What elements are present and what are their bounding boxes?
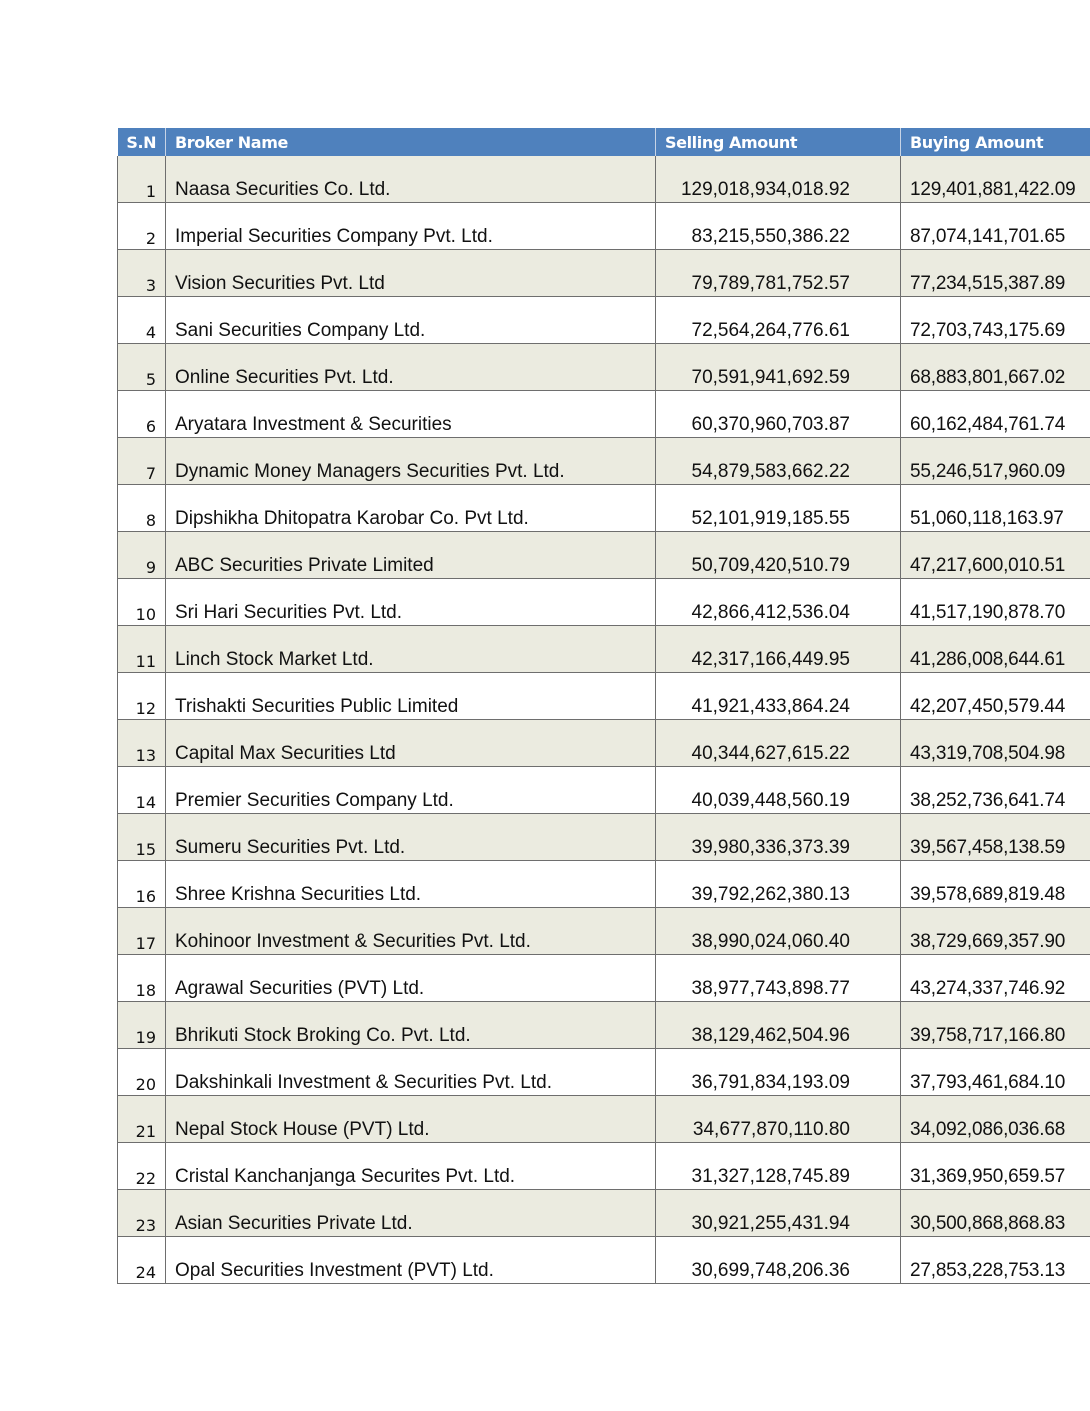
cell-buying-amount: 38,729,669,357.90 bbox=[901, 908, 1090, 955]
cell-selling-amount: 36,791,834,193.09 bbox=[656, 1049, 901, 1096]
table-row bbox=[118, 156, 1090, 203]
table-row bbox=[118, 908, 1090, 955]
cell-sn: 18 bbox=[118, 955, 166, 1002]
cell-sn: 3 bbox=[118, 250, 166, 297]
table-row bbox=[118, 955, 1090, 1002]
cell-buying-amount: 47,217,600,010.51 bbox=[901, 532, 1090, 579]
cell-buying-amount: 37,793,461,684.10 bbox=[901, 1049, 1090, 1096]
cell-sn: 13 bbox=[118, 720, 166, 767]
table-row bbox=[118, 1049, 1090, 1096]
cell-broker-name: Trishakti Securities Public Limited bbox=[166, 673, 656, 720]
broker-turnover-table bbox=[117, 128, 1090, 1284]
cell-broker-name: Nepal Stock House (PVT) Ltd. bbox=[166, 1096, 656, 1143]
cell-selling-amount: 40,039,448,560.19 bbox=[656, 767, 901, 814]
cell-sn: 7 bbox=[118, 438, 166, 485]
cell-sn: 21 bbox=[118, 1096, 166, 1143]
cell-selling-amount: 60,370,960,703.87 bbox=[656, 391, 901, 438]
cell-buying-amount: 129,401,881,422.09 bbox=[901, 156, 1090, 203]
table-row bbox=[118, 344, 1090, 391]
cell-broker-name: Agrawal Securities (PVT) Ltd. bbox=[166, 955, 656, 1002]
cell-broker-name: Capital Max Securities Ltd bbox=[166, 720, 656, 767]
cell-sn: 14 bbox=[118, 767, 166, 814]
table-row bbox=[118, 391, 1090, 438]
table-row bbox=[118, 297, 1090, 344]
cell-sn: 12 bbox=[118, 673, 166, 720]
cell-selling-amount: 41,921,433,864.24 bbox=[656, 673, 901, 720]
cell-sn: 6 bbox=[118, 391, 166, 438]
cell-selling-amount: 31,327,128,745.89 bbox=[656, 1143, 901, 1190]
cell-sn: 19 bbox=[118, 1002, 166, 1049]
cell-selling-amount: 30,699,748,206.36 bbox=[656, 1237, 901, 1284]
cell-buying-amount: 30,500,868,868.83 bbox=[901, 1190, 1090, 1237]
cell-buying-amount: 77,234,515,387.89 bbox=[901, 250, 1090, 297]
cell-selling-amount: 83,215,550,386.22 bbox=[656, 203, 901, 250]
table-row bbox=[118, 1237, 1090, 1284]
cell-sn: 17 bbox=[118, 908, 166, 955]
cell-broker-name: Sumeru Securities Pvt. Ltd. bbox=[166, 814, 656, 861]
cell-sn: 4 bbox=[118, 297, 166, 344]
cell-selling-amount: 34,677,870,110.80 bbox=[656, 1096, 901, 1143]
cell-broker-name: Dynamic Money Managers Securities Pvt. Ltd. bbox=[166, 438, 656, 485]
table-header bbox=[118, 128, 1090, 156]
cell-selling-amount: 38,129,462,504.96 bbox=[656, 1002, 901, 1049]
cell-buying-amount: 41,286,008,644.61 bbox=[901, 626, 1090, 673]
cell-broker-name: Bhrikuti Stock Broking Co. Pvt. Ltd. bbox=[166, 1002, 656, 1049]
table-row bbox=[118, 861, 1090, 908]
table-row bbox=[118, 532, 1090, 579]
cell-sn: 23 bbox=[118, 1190, 166, 1237]
table-row bbox=[118, 767, 1090, 814]
cell-selling-amount: 30,921,255,431.94 bbox=[656, 1190, 901, 1237]
header-buying-amount: Buying Amount bbox=[901, 128, 1090, 156]
cell-buying-amount: 68,883,801,667.02 bbox=[901, 344, 1090, 391]
cell-broker-name: Dipshikha Dhitopatra Karobar Co. Pvt Ltd. bbox=[166, 485, 656, 532]
cell-buying-amount: 87,074,141,701.65 bbox=[901, 203, 1090, 250]
cell-broker-name: Opal Securities Investment (PVT) Ltd. bbox=[166, 1237, 656, 1284]
header-broker-name: Broker Name bbox=[166, 128, 656, 156]
cell-selling-amount: 42,866,412,536.04 bbox=[656, 579, 901, 626]
cell-broker-name: Dakshinkali Investment & Securities Pvt. Ltd. bbox=[166, 1049, 656, 1096]
cell-broker-name: Cristal Kanchanjanga Securites Pvt. Ltd. bbox=[166, 1143, 656, 1190]
header-row bbox=[118, 128, 1090, 156]
cell-buying-amount: 60,162,484,761.74 bbox=[901, 391, 1090, 438]
cell-selling-amount: 54,879,583,662.22 bbox=[656, 438, 901, 485]
table-row bbox=[118, 438, 1090, 485]
cell-broker-name: Vision Securities Pvt. Ltd bbox=[166, 250, 656, 297]
cell-selling-amount: 50,709,420,510.79 bbox=[656, 532, 901, 579]
header-selling-amount: Selling Amount bbox=[656, 128, 901, 156]
table-row bbox=[118, 673, 1090, 720]
cell-broker-name: ABC Securities Private Limited bbox=[166, 532, 656, 579]
cell-buying-amount: 42,207,450,579.44 bbox=[901, 673, 1090, 720]
table-row bbox=[118, 1190, 1090, 1237]
cell-sn: 1 bbox=[118, 156, 166, 203]
cell-buying-amount: 34,092,086,036.68 bbox=[901, 1096, 1090, 1143]
cell-broker-name: Imperial Securities Company Pvt. Ltd. bbox=[166, 203, 656, 250]
cell-selling-amount: 39,980,336,373.39 bbox=[656, 814, 901, 861]
table-body bbox=[118, 156, 1090, 1284]
cell-sn: 22 bbox=[118, 1143, 166, 1190]
cell-buying-amount: 27,853,228,753.13 bbox=[901, 1237, 1090, 1284]
cell-sn: 20 bbox=[118, 1049, 166, 1096]
cell-broker-name: Aryatara Investment & Securities bbox=[166, 391, 656, 438]
cell-selling-amount: 40,344,627,615.22 bbox=[656, 720, 901, 767]
table-row bbox=[118, 203, 1090, 250]
cell-broker-name: Online Securities Pvt. Ltd. bbox=[166, 344, 656, 391]
cell-buying-amount: 31,369,950,659.57 bbox=[901, 1143, 1090, 1190]
cell-sn: 5 bbox=[118, 344, 166, 391]
table-row bbox=[118, 1096, 1090, 1143]
cell-buying-amount: 39,567,458,138.59 bbox=[901, 814, 1090, 861]
cell-sn: 11 bbox=[118, 626, 166, 673]
table-row bbox=[118, 626, 1090, 673]
cell-broker-name: Kohinoor Investment & Securities Pvt. Ltd. bbox=[166, 908, 656, 955]
cell-buying-amount: 38,252,736,641.74 bbox=[901, 767, 1090, 814]
cell-sn: 10 bbox=[118, 579, 166, 626]
cell-buying-amount: 43,274,337,746.92 bbox=[901, 955, 1090, 1002]
cell-buying-amount: 39,758,717,166.80 bbox=[901, 1002, 1090, 1049]
header-sn: S.N bbox=[118, 128, 166, 156]
cell-broker-name: Sri Hari Securities Pvt. Ltd. bbox=[166, 579, 656, 626]
cell-buying-amount: 72,703,743,175.69 bbox=[901, 297, 1090, 344]
cell-buying-amount: 39,578,689,819.48 bbox=[901, 861, 1090, 908]
cell-sn: 15 bbox=[118, 814, 166, 861]
cell-broker-name: Shree Krishna Securities Ltd. bbox=[166, 861, 656, 908]
cell-selling-amount: 42,317,166,449.95 bbox=[656, 626, 901, 673]
cell-buying-amount: 55,246,517,960.09 bbox=[901, 438, 1090, 485]
cell-broker-name: Premier Securities Company Ltd. bbox=[166, 767, 656, 814]
table-row bbox=[118, 814, 1090, 861]
table-row bbox=[118, 1143, 1090, 1190]
cell-selling-amount: 38,977,743,898.77 bbox=[656, 955, 901, 1002]
cell-selling-amount: 72,564,264,776.61 bbox=[656, 297, 901, 344]
cell-sn: 8 bbox=[118, 485, 166, 532]
cell-buying-amount: 43,319,708,504.98 bbox=[901, 720, 1090, 767]
cell-sn: 16 bbox=[118, 861, 166, 908]
table-row bbox=[118, 250, 1090, 297]
cell-sn: 9 bbox=[118, 532, 166, 579]
cell-buying-amount: 41,517,190,878.70 bbox=[901, 579, 1090, 626]
table-row bbox=[118, 720, 1090, 767]
cell-broker-name: Naasa Securities Co. Ltd. bbox=[166, 156, 656, 203]
cell-selling-amount: 38,990,024,060.40 bbox=[656, 908, 901, 955]
table-row bbox=[118, 579, 1090, 626]
cell-selling-amount: 39,792,262,380.13 bbox=[656, 861, 901, 908]
cell-selling-amount: 70,591,941,692.59 bbox=[656, 344, 901, 391]
table-row bbox=[118, 1002, 1090, 1049]
cell-broker-name: Sani Securities Company Ltd. bbox=[166, 297, 656, 344]
cell-broker-name: Linch Stock Market Ltd. bbox=[166, 626, 656, 673]
cell-sn: 24 bbox=[118, 1237, 166, 1284]
cell-selling-amount: 129,018,934,018.92 bbox=[656, 156, 901, 203]
cell-selling-amount: 79,789,781,752.57 bbox=[656, 250, 901, 297]
cell-sn: 2 bbox=[118, 203, 166, 250]
broker-table-container bbox=[117, 128, 1090, 1284]
cell-selling-amount: 52,101,919,185.55 bbox=[656, 485, 901, 532]
cell-broker-name: Asian Securities Private Ltd. bbox=[166, 1190, 656, 1237]
table-row bbox=[118, 485, 1090, 532]
cell-buying-amount: 51,060,118,163.97 bbox=[901, 485, 1090, 532]
